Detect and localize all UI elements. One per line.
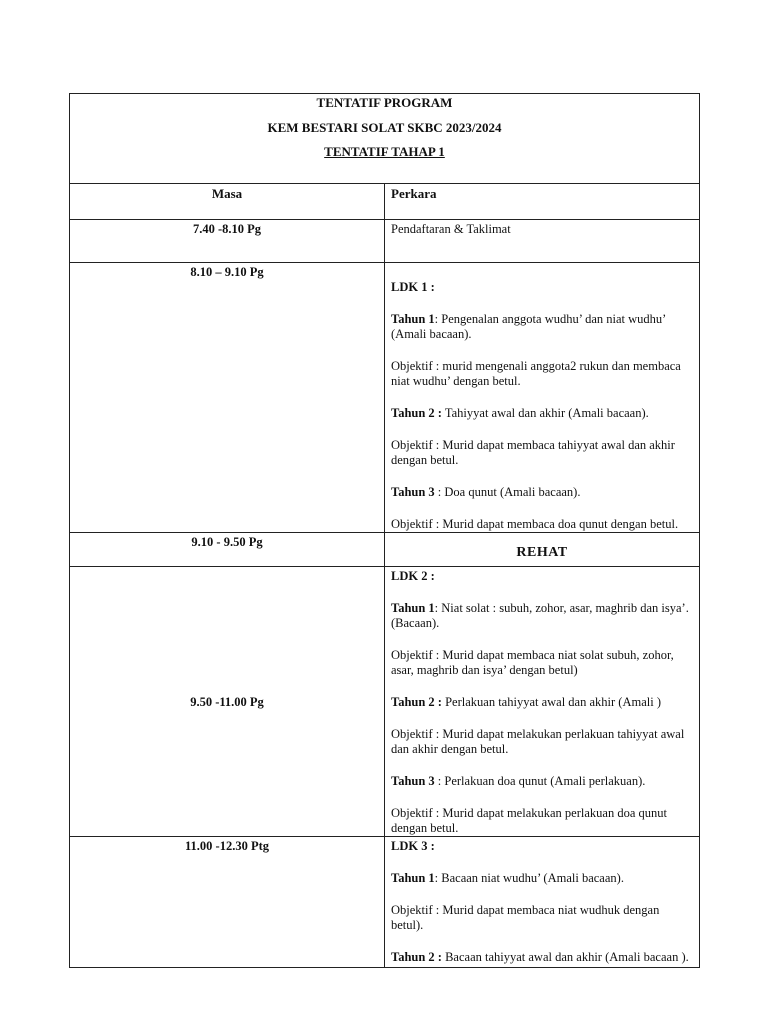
row-activity [385, 567, 700, 837]
table-row [70, 533, 700, 567]
objektif-line: Objektif : Murid dapat melakukan perlakuan doa qunut dengan betul. [391, 806, 667, 835]
ldk-title: LDK 2 : [391, 569, 435, 583]
document-page [69, 93, 700, 968]
tahun-label: Tahun 2 : [391, 950, 442, 964]
objektif-line: Objektif : Murid dapat melakukan perlakuan tahiyyat awal dan akhir dengan betul. [391, 727, 685, 756]
tahun-label: Tahun 2 : [391, 695, 442, 709]
schedule-table [69, 93, 700, 968]
tahun-1-line [391, 601, 693, 631]
tahun-label: Tahun 1 [391, 601, 435, 615]
row-time: 8.10 – 9.10 Pg [70, 263, 385, 533]
row-time: 7.40 -8.10 Pg [70, 220, 385, 263]
tahun-text: : Pengenalan anggota wudhu’ dan niat wudhu’ (Amali bacaan). [391, 312, 666, 341]
tahun-label: Tahun 1 [391, 871, 435, 885]
tahun-text: : Perlakuan doa qunut (Amali perlakuan). [434, 774, 646, 788]
ldk-title: LDK 3 : [391, 839, 435, 853]
header-title-3: TENTATIF TAHAP 1 [324, 144, 445, 159]
header-row [70, 94, 700, 184]
tahun-label: Tahun 3 [391, 774, 435, 788]
objektif-line: Objektif : Murid dapat membaca niat solat subuh, zohor, asar, maghrib dan isya’ dengan betul) [391, 648, 674, 677]
tahun-text: : Niat solat : subuh, zohor, asar, maghrib dan isya’.(Bacaan). [391, 601, 689, 630]
row-time: 9.50 -11.00 Pg [70, 567, 385, 837]
row-activity [385, 263, 700, 533]
objektif-line: Objektif : Murid dapat membaca doa qunut dengan betul. [391, 517, 679, 531]
header-cell [70, 94, 700, 184]
objektif-line: Objektif : Murid dapat membaca niat wudhuk dengan betul). [391, 903, 660, 932]
tahun-2-line [391, 950, 693, 965]
tahun-1-line [391, 871, 693, 886]
tahun-3-line [391, 485, 693, 500]
objektif-line: Objektif : murid mengenali anggota2 rukun dan membaca niat wudhu’ dengan betul. [391, 359, 681, 388]
tahun-text: : Doa qunut (Amali bacaan). [434, 485, 581, 499]
rehat-label: REHAT [385, 533, 700, 567]
column-header-masa: Masa [70, 184, 385, 220]
table-row [70, 263, 700, 533]
tahun-1-line [391, 312, 693, 342]
row-activity: Pendaftaran & Taklimat [385, 220, 700, 263]
row-time: 11.00 -12.30 Ptg [70, 837, 385, 968]
ldk-title: LDK 1 : [391, 280, 435, 294]
tahun-label: Tahun 3 [391, 485, 435, 499]
column-header-row [70, 184, 700, 220]
objektif-line: Objektif : Murid dapat membaca tahiyyat awal dan akhir dengan betul. [391, 438, 675, 467]
tahun-text: Perlakuan tahiyyat awal dan akhir (Amali ) [441, 695, 661, 709]
tahun-2-line [391, 695, 693, 710]
tahun-text: Tahiyyat awal dan akhir (Amali bacaan). [441, 406, 649, 420]
tahun-label: Tahun 1 [391, 312, 435, 326]
header-title-2: KEM BESTARI SOLAT SKBC 2023/2024 [267, 120, 502, 135]
table-row [70, 220, 700, 263]
tahun-2-line [391, 406, 693, 421]
row-time: 9.10 - 9.50 Pg [70, 533, 385, 567]
tahun-label: Tahun 2 : [391, 406, 442, 420]
table-row [70, 567, 700, 837]
tahun-3-line [391, 774, 693, 789]
tahun-text: Bacaan tahiyyat awal dan akhir (Amali bacaan ). [441, 950, 689, 964]
column-header-perkara: Perkara [385, 184, 700, 220]
tahun-text: : Bacaan niat wudhu’ (Amali bacaan). [434, 871, 624, 885]
header-title-1: TENTATIF PROGRAM [316, 95, 453, 110]
row-activity [385, 837, 700, 968]
table-row [70, 837, 700, 968]
